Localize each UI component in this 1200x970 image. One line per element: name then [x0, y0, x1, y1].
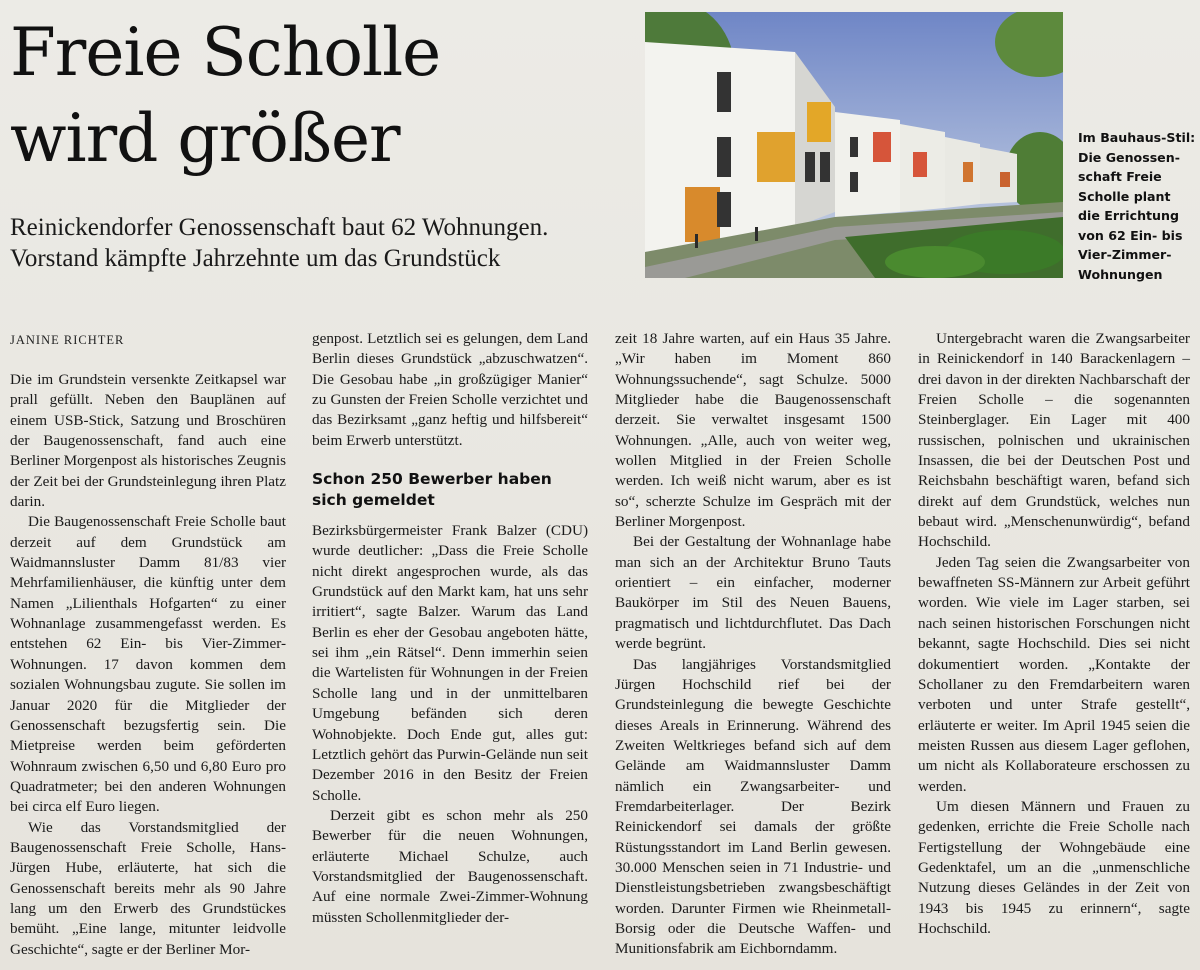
paragraph: zeit 18 Jahre warten, auf ein Haus 35 Jahre. „Wir haben im Moment 860 Wohnungssuchende“, sagt Schulze. 5000 Mitglieder habe die Baugenossenschaft derzeit. Sie verwaltet insgesamt 1500 Wohnungen. „Alle, auch von weiter weg, wollen Mitglied in der Freien Scholle werden. Ich weiß nicht warum, aber es ist so“, scherzte Schulze im Gespräch mit der Berliner Morgenpost. — [615, 330, 891, 531]
caption-line: Scholle plant — [1078, 188, 1171, 204]
headline — [10, 10, 630, 182]
headline-line-2: wird größer — [10, 100, 400, 177]
article-photo — [645, 12, 1063, 278]
paragraph: Die im Grundstein versenkte Zeitkapsel war prall gefüllt. Neben den Bauplänen auf einem USB-Stick, Satzung und Broschüren der Baugenossenschaft, fand auch eine Berliner Morgenpost als historisches Zeugnis der Zeit bei der Grundsteinlegung ihren Platz darin. — [10, 371, 286, 511]
paragraph: Jeden Tag seien die Zwangsarbeiter von bewaffneten SS-Männern zur Arbeit geführt worden. Wie viele im Lager starben, sei nach seinen historischen Forschungen nicht bekannt, sagte Hochschild. Dies sei nicht dokumentiert worden. „Kontakte der Schollaner zu den Fremdarbeitern waren verboten und unter Strafe gestellt“, erläuterte er weiter. Im April 1945 seien die meisten Russen aus diesem Lager geflohen, um nicht als Kollaborateure erschossen zu werden. — [918, 553, 1190, 795]
caption-line: von 62 Ein- bis — [1078, 227, 1183, 243]
subhead-line-1: Reinickendorfer Genossenschaft baut 62 Wohnungen. — [10, 214, 549, 241]
section-subheading: Schon 250 Bewerber haben sich gemeldet — [312, 470, 552, 510]
article-column-3 — [615, 329, 891, 960]
paragraph: Um diesen Männern und Frauen zu gedenken, errichte die Freie Scholle nach Fertigstellung der Wohngebäude eine Gedenktafel, um an die „unmenschliche Nutzung dieses Geländes in der Zeit von 1943 bis 1945 zu erinnern“, sagte Hochschild. — [918, 797, 1190, 937]
caption-line: Die Genossen- — [1078, 149, 1180, 165]
photo-caption — [1078, 128, 1196, 284]
paragraph: Bei der Gestaltung der Wohnanlage habe man sich an der Architektur Bruno Tauts orientiert – ein einfacher, moderner Baukörper im Stil des Neuen Bauens, pragmatisch und lichtdurchflutet. Das Dach werde begrünt. — [615, 533, 891, 653]
paragraph: Bezirksbürgermeister Frank Balzer (CDU) wurde deutlicher: „Dass die Freie Scholle nicht direkt angesprochen wurde, als das Grundstück auf den Markt kam, hat uns sehr irritiert“, sagte Balzer. Warum das Land Berlin es eher der Gesobau angeboten hätte, sei ihm „ein Rätsel“. Denn immerhin seien die Wartelisten für Wohnungen in der Freien Scholle lang und in der unmittelbaren Umgebung befänden sich deren Wohnobjekte. Doch Ende gut, alles gut: Letztlich gehört das Purwin-Gelände nun seit Dezember 2016 in den Besitz der Freien Scholle. — [312, 522, 588, 804]
caption-line: die Errichtung — [1078, 208, 1179, 223]
article-column-4 — [918, 329, 1190, 939]
author-byline: JANINE RICHTER — [10, 333, 125, 347]
paragraph: Das langjähriges Vorstandsmitglied Jürgen Hochschild rief bei der Grundsteinlegung die bewegte Geschichte dieses Areals in Erinnerung. Während des Zweiten Weltkrieges befand sich auf dem Gelände am Waidmannsluster Damm nämlich ein Zwangsarbeiter- und Fremdarbeiterlager. Der Bezirk Reinickendorf sei damals der größte Rüstungsstandort im Land Berlin gewesen. 30.000 Menschen seien in 71 Industrie- und Dienstleistungsbetrieben zwangsbeschäftigt worden. Darunter Firmen wie Rheinmetall-Borsig oder die Deutsche Waffen- und Munitionsfabrik am Eichborndamm. — [615, 655, 891, 958]
subhead-line-2: Vorstand kämpfte Jahrzehnte um das Grundstück — [10, 245, 501, 272]
caption-line: schaft Freie — [1078, 169, 1162, 184]
paragraph: Derzeit gibt es schon mehr als 250 Bewerber für die neuen Wohnungen, erläuterte Michael Schulze, auch Vorstandsmitglied der Baugenossenschaft. Auf eine normale Zwei-Zimmer-Wohnung müssten Schollenmitglieder der- — [312, 806, 588, 926]
caption-line: Im Bauhaus-Stil: — [1078, 130, 1196, 145]
article-column-1 — [10, 370, 286, 960]
paragraph: Wie das Vorstandsmitglied der Baugenossenschaft Freie Scholle, Hans-Jürgen Hube, erläuterte, hat sich die Genossenschaft bereits mehr als 90 Jahre lang um den Erwerb des Grundstückes bemüht. „Eine lange, mitunter leidvolle Geschichte“, sagte er der Berliner Mor- — [10, 818, 286, 958]
paragraph: Die Baugenossenschaft Freie Scholle baut derzeit auf dem Grundstück am Waidmannsluster Damm 81/83 vier Mehrfamilienhäuser, die künftig unter dem Namen „Lilienthals Hofgarten“ zu einer Wohnanlage zusammengefasst werden. Es entstehen 62 Ein- bis Vier-Zimmer-Wohnungen. 17 davon kommen dem sozialen Wohnungsbau zugute. Sie sollen im Januar 2020 für die Mitglieder der Genossenschaft bezugsfertig sein. Die Mietpreise werden beim geförderten Wohnraum zwischen 6,50 und 6,80 Euro pro Quadratmeter; bei den anderen Wohnungen bei circa elf Euro liegen. — [10, 513, 286, 816]
subheadline — [10, 212, 630, 274]
building-rendering-illustration — [645, 12, 1063, 278]
headline-line-1: Freie Scholle — [10, 14, 441, 91]
article-column-2 — [312, 329, 588, 928]
caption-line: Vier-Zimmer- — [1078, 247, 1172, 262]
caption-line: Wohnungen — [1078, 266, 1163, 282]
paragraph: genpost. Letztlich sei es gelungen, dem Land Berlin dieses Grundstück „abzuschwatzen“. Die Gesobau habe „in großzügiger Manier“ zu Gunsten der Freien Scholle verzichtet und das Bezirksamt „ganz heftig und hilfsbereit“ beim Erwerb unterstützt. — [312, 330, 588, 449]
paragraph: Untergebracht waren die Zwangsarbeiter in Reinickendorf in 140 Barackenlagern – drei davon in der direkten Nachbarschaft der Freien Scholle – die sogenannten Steinberglager. Ein Lager mit 400 russischen, polnischen und ukrainischen Insassen, die bei der Deutschen Post und Reichsbahn beschäftigt waren, befand sich direkt auf dem Grundstück, welches nun bebaut wird. „Menschenunwürdig“, befand Hochschild. — [918, 330, 1190, 551]
